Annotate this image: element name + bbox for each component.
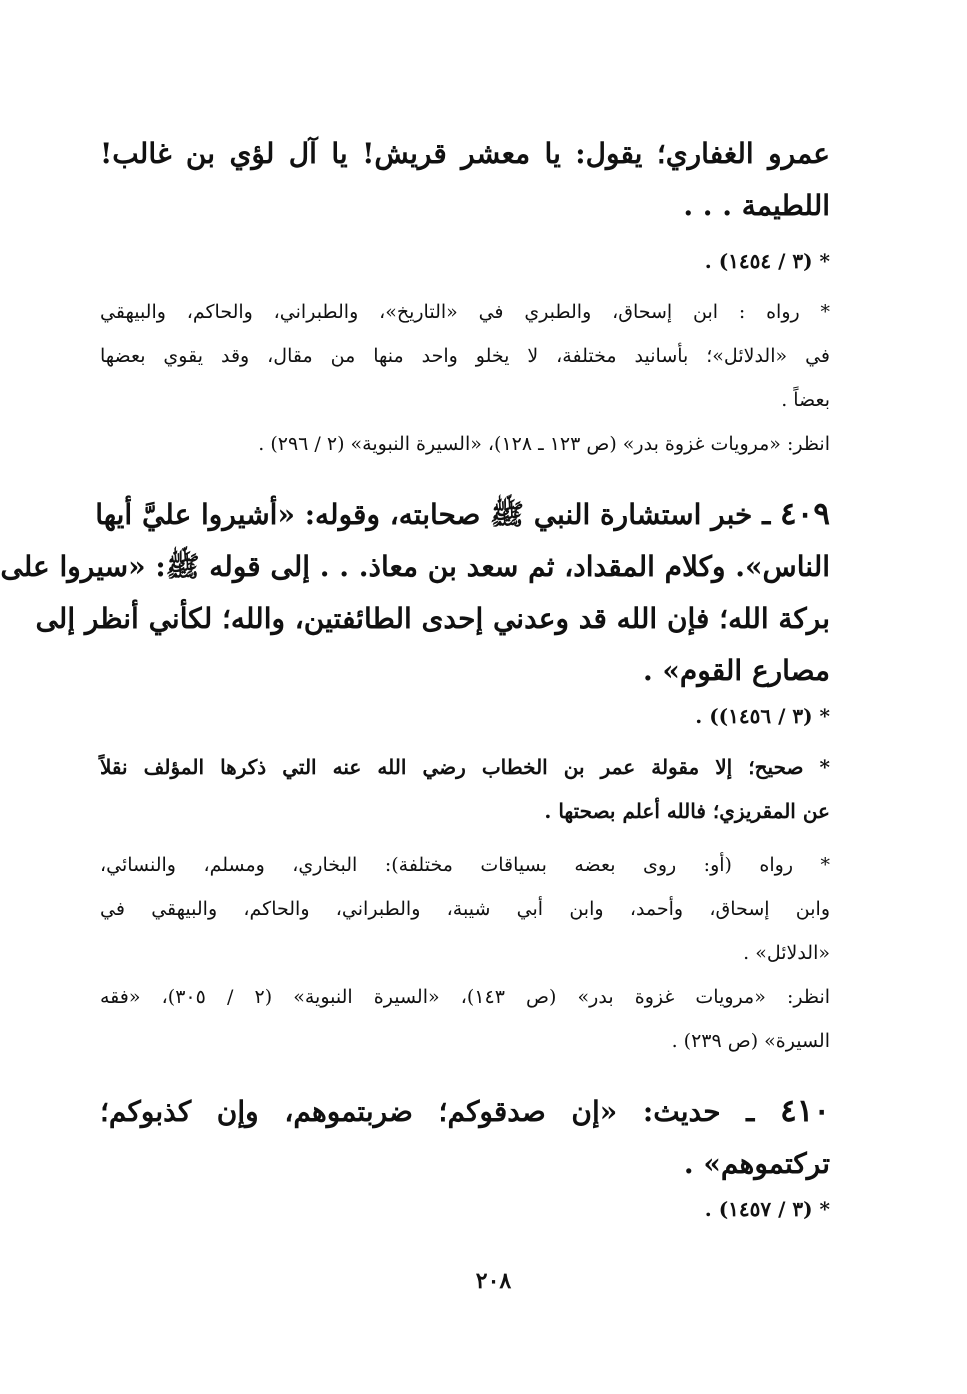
footnote-line: وابن إسحاق، وأحمد، وابن أبي شيبة، والطبراني، والحاكم، والبيهقي في <box>100 898 830 920</box>
grading-line: * صحيح؛ إلا مقولة عمر بن الخطاب رضي الله عنه التي ذكرها المؤلف نقلاً <box>100 755 830 779</box>
grading-note <box>100 745 830 833</box>
entry-title: ـ حديث: «إن صدقوكم؛ ضربتموهم، وإن كذبوكم؛ <box>100 1095 755 1128</box>
entry-number: ٤١٠ <box>780 1093 831 1129</box>
text-line: مصارع القوم» . <box>642 654 830 687</box>
book-page <box>0 128 831 1328</box>
footnote-narrators <box>100 843 830 975</box>
hadith-entry-410 <box>100 1085 830 1190</box>
entry-title: ـ خبر استشارة النبي ﷺ صحابته، وقوله: «أشيروا عليَّ أيها <box>95 498 771 531</box>
entry-heading-line <box>100 1085 830 1138</box>
continued-text <box>100 128 830 232</box>
footnote-line: بعضاً . <box>781 389 830 411</box>
see-also-line: انظر: «مرويات غزوة بدر» (ص ١٤٣)، «السيرة النبوية» (٢ / ٣٠٥)، «فقه <box>100 986 831 1008</box>
grading-line: عن المقريزي؛ فالله أعلم بصحتها . <box>544 799 830 823</box>
source-reference: * (٣ / ١٤٥٦)) . <box>695 704 830 728</box>
footnote-line: * رواه : ابن إسحاق، والطبري في «التاريخ»، والطبراني، والحاكم، والبيهقي <box>100 301 830 323</box>
source-reference: * (٣ / ١٤٥٤) . <box>704 249 830 273</box>
page-number: ٢٠٨ <box>475 1268 512 1294</box>
text-line: الناس». وكلام المقداد، ثم سعد بن معاذ. . . إلى قوله ﷺ: «سيروا على <box>0 550 830 583</box>
hadith-entry-409 <box>0 488 830 697</box>
text-line: تركتموهم» . <box>683 1147 830 1180</box>
footnote-narrators <box>100 290 830 422</box>
text-line: بركة الله؛ فإن الله قد وعدني إحدى الطائفتين، والله؛ لكأني أنظر إلى <box>35 602 830 635</box>
footnote-line: * رواه (أو: روى بعضه بسياقات مختلفة): البخاري، ومسلم، والنسائي، <box>100 854 830 876</box>
see-also-line: انظر: «مرويات غزوة بدر» (ص ١٢٣ ـ ١٢٨)، «السيرة النبوية» (٢ / ٢٩٦) . <box>258 433 830 455</box>
source-reference: * (٣ / ١٤٥٧) . <box>704 1197 830 1221</box>
entry-heading-line <box>95 488 830 541</box>
entry-number: ٤٠٩ <box>780 496 830 532</box>
see-also-line: السيرة» (ص ٢٣٩) . <box>671 1030 830 1052</box>
text-line: اللطيمة . . . <box>683 189 830 222</box>
text-line: عمرو الغفاري؛ يقول: يا معشر قريش! يا آل لؤي بن غالب! <box>100 137 830 170</box>
see-also <box>100 975 830 1063</box>
footnote-line: في «الدلائل»؛ بأسانيد مختلفة، لا يخلو واحد منها من مقال، وقد يقوي بعضها <box>100 345 830 367</box>
footnote-line: «الدلائل» . <box>743 942 830 964</box>
